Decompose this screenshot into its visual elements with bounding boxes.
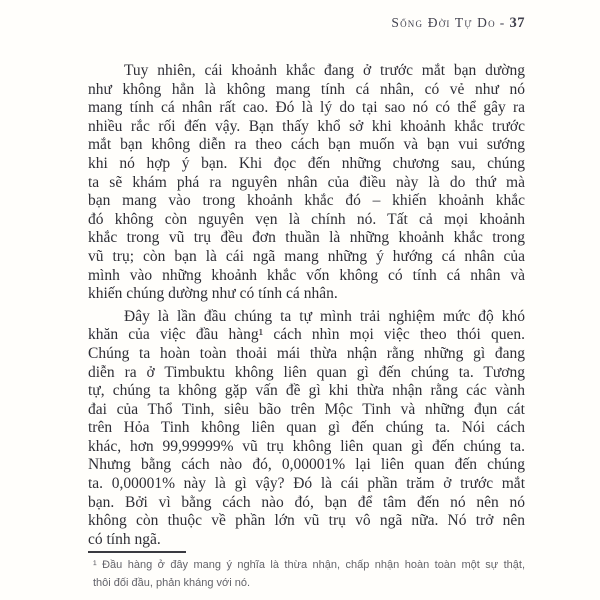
footnote-line: thôi đối đầu, phản kháng với nó. [93,576,251,589]
page-number: 37 [509,15,525,31]
paragraph [88,62,525,304]
body-line: Tuy nhiên, cái khoảnh khắc đang ở trước mắt bạn dường [124,62,525,79]
body-line: diễn ra ở Timbuktu không liên quan gì đến chúng ta. Tương [88,363,525,381]
body-line: khi nó hợp ý bạn. Khi đọc đến những chương sau, chúng [88,154,525,172]
body-line: khắc trong vũ trụ đều đơn thuần là những khoảnh khắc trong [88,229,525,247]
body-line: khăn của việc đầu hàng¹ cách nhìn mọi việc theo thói quen. [88,326,525,344]
body-line: trên Hỏa Tinh không liên quan gì đến chúng ta. Nói cách [88,419,525,437]
body-line: khác, hơn 99,99999% vũ trụ không liên quan gì đến chúng ta. [88,437,525,455]
body-line: mình vào những khoảnh khắc vốn không có tính cá nhân và [88,266,525,284]
running-title: Sống Đời Tự Do [391,15,496,30]
body-line: không còn thuộc về phần lớn vũ trụ vô ngã nữa. Nó trở nên [88,512,525,530]
body-line: đó không còn nguyên vẹn là chính nó. Tất cả mọi khoảnh [88,210,525,228]
body-line: nhiều rắc rối đến vậy. Bạn thấy khổ sở khi khoảnh khắc trước [88,117,525,135]
body-line: mắt bạn không diễn ra theo cách bạn muốn và bạn vui sướng [88,136,525,154]
header-separator: - [499,15,506,30]
body-line: có tính ngã. [88,530,161,548]
body-line: bạn. Bởi vì bằng cách nào đó, bạn để tâm đến nó nên nó [88,493,525,511]
body-line: tự, chúng ta không gặp vấn đề gì khi thừa nhận rằng các vành [88,382,525,400]
body-line: khiến chúng dường như có tính cá nhân. [88,285,338,303]
body-line: bạn mang vào trong khoảnh khắc đó – khiến khoảnh khắc [88,192,525,210]
body-line: ta. 0,00001% này là gì vậy? Đó là cái phần trăm ở trước mắt [88,475,525,493]
paragraph [88,308,525,550]
body-line: Nhưng bằng cách nào đó, 0,00001% lại liên quan đến chúng [88,456,525,474]
body-line: như không hẳn là không mang tính cá nhân, có vẻ như nó [88,80,525,98]
body-line: đai của Thổ Tinh, siêu bão trên Mộc Tinh và những đụn cát [88,400,525,418]
body-line: Chúng ta hoàn toàn thoải mái thừa nhận rằng những gì đang [88,344,525,362]
footnote-line: ¹ Đầu hàng ở đây mang ý nghĩa là thừa nhận, chấp nhận hoàn toàn một sự thật, [93,559,525,571]
body-line: Đây là lần đầu chúng ta tự mình trải nghiệm mức độ khó [124,307,525,325]
footnote-divider [88,551,186,553]
body-text [88,62,525,549]
page-header [391,15,525,32]
footnote-text [88,557,525,592]
body-line: ta sẽ khám phá ra nguyên nhân của điều này là do thứ mà [88,173,525,191]
body-line: mang tính cá nhân rất cao. Đó là lý do tại sao nó có thể gây ra [88,99,525,117]
body-line: vũ trụ; còn bạn là cái ngã mang những ý hướng cá nhân của [88,247,525,265]
